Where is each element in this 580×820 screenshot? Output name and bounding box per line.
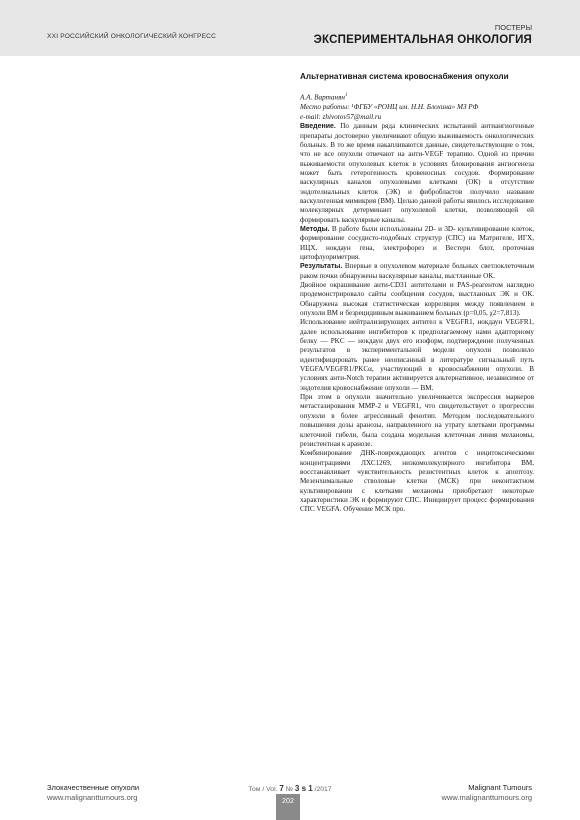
- article-title: Альтернативная система кровоснабжения опухоли: [300, 72, 509, 81]
- methods-label: Методы.: [300, 225, 330, 233]
- journal-name-en: Malignant Tumours: [468, 783, 532, 792]
- year: /2017: [312, 786, 332, 793]
- volume-label: Том / Vol.: [248, 786, 280, 793]
- paragraph-3: Использование нейтрализирующих антител к VEGFR1, нокдаун VEGFR1, далее использование ингибиторов к предполагаемому нами адапторному белку — PKC — нокдаун двух его изоформ, подтверждение полученных результатов в экспериментальной модели опухоли позволило идентифицировать ранее неописанный в литературе сигнальный путь VEGFA/VEGFR1/PKCα, участвующий в кровоснабжении опухоли. В условиях анти-Notch терапии активируется альтернативное, независимое от эндотелия кровоснабжение опухоли — ВМ.: [300, 318, 534, 392]
- section-label: ПОСТЕРЫ: [494, 23, 532, 32]
- journal-site-right[interactable]: www.malignanttumours.org: [441, 793, 532, 802]
- issue-label: №: [283, 786, 295, 793]
- volume-number: 7: [279, 784, 284, 793]
- volume-info: [233, 784, 347, 793]
- page-header: [0, 0, 580, 56]
- issue-number: 3 s 1: [294, 784, 313, 793]
- intro-text: По данным ряда клинических испытаний антиангиогенные препараты достоверно увеличивают общую выживаемость онкологических больных. В то же время накапливаются данные, свидетельствующие о том, что не все опухоли отвечают на анти-VEGF терапию. Одной из причин выживаемости опухолевых клеток в условиях блокирования ангиогенеза может быть гетерогенность кровеносных сосудов. Формирование васкулярных каналов опухолевыми клетками (ОК) в отсутствие эндотелиальных клеток (ЭК) и фибробластов получило название васкулогенная мимикрия (ВМ). Целью данной работы явилось исследование молекулярных детерминант опухолевой клетки, позволяющей ей формировать васкулярные каналы.: [300, 122, 535, 224]
- paragraph-5: Комбинирование ДНК-повреждающих агентов с нецитоксическими концентрациями ЛХС1269, низкомолекулярного ингибитора ВМ, восстанавливает чувствительность резистентных клеток к апоптозу. Мезенхимальные стволовые клетки (МСК) при неконтактном культивировании с клетками меланомы приобретают некоторые характеристики ЭК и формируют СПС. Инициирует процесс формирования СПС VEGFA. Обучение МСК про.: [300, 449, 534, 514]
- journal-name-ru: Злокачественные опухоли: [47, 783, 140, 792]
- email: e-mail: zhivotov57@mail.ru: [300, 112, 382, 121]
- author-sup: 1: [345, 93, 348, 98]
- journal-site-left[interactable]: www.malignanttumours.org: [47, 793, 138, 802]
- intro-label: Введение.: [300, 123, 336, 131]
- results-label: Результаты.: [300, 263, 343, 271]
- article: [300, 71, 534, 515]
- congress-name: XXI РОССИЙСКИЙ ОНКОЛОГИЧЕСКИЙ КОНГРЕСС: [47, 33, 217, 40]
- methods-paragraph: [300, 225, 534, 262]
- intro-paragraph: [300, 122, 534, 225]
- paragraph-4: При этом в опухоли значительно увеличивается экспрессия маркеров метастазирования MMP-2 и VEGFR1, что свидетельствует о прогрессии опухоли в более агрессивный фенотип. Методом последовательного повышения дозы аранозы, направленного на утрату клетками программы клеточной гибели, была создана модельная клеточная линия меланомы, резистентная к аранозе.: [300, 393, 534, 448]
- paragraph-2: Двойное окрашивание анти-CD31 антителами и PAS-реагентом наглядно продемонстрировало сайты сообщения сосудов, выстланных ЭК и ОК. Обнаружена высокая статистическая корреляция между появлением в опухоли ВМ и безрецидивным выживанием больных (p=0,05, χ2=7,813).: [300, 281, 534, 318]
- results-paragraph: [300, 262, 534, 281]
- results-text: Впервые в опухолевом материале больных светлоклеточным раком почки обнаружены васкулярные каналы, выстланные ОК.: [300, 262, 534, 280]
- affiliation: Место работы: ¹ФГБУ «РОНЦ им. Н.Н. Блохина» МЗ РФ: [300, 102, 479, 111]
- author-name: А.А. Вартанян: [300, 93, 345, 102]
- section-title: ЭКСПЕРИМЕНТАЛЬНАЯ ОНКОЛОГИЯ: [313, 34, 532, 46]
- author-line: [300, 91, 534, 103]
- methods-text: В работе были использованы 2D- и 3D- культивирование клеток, формирование сосудисто-подобных структур (СПС) на Матригеле, ИГХ, ИЦХ, нокдаун гена, электрофорез и Вестерн блот, проточная цитофлуориметрия.: [300, 224, 534, 261]
- page-number: 202: [276, 794, 300, 820]
